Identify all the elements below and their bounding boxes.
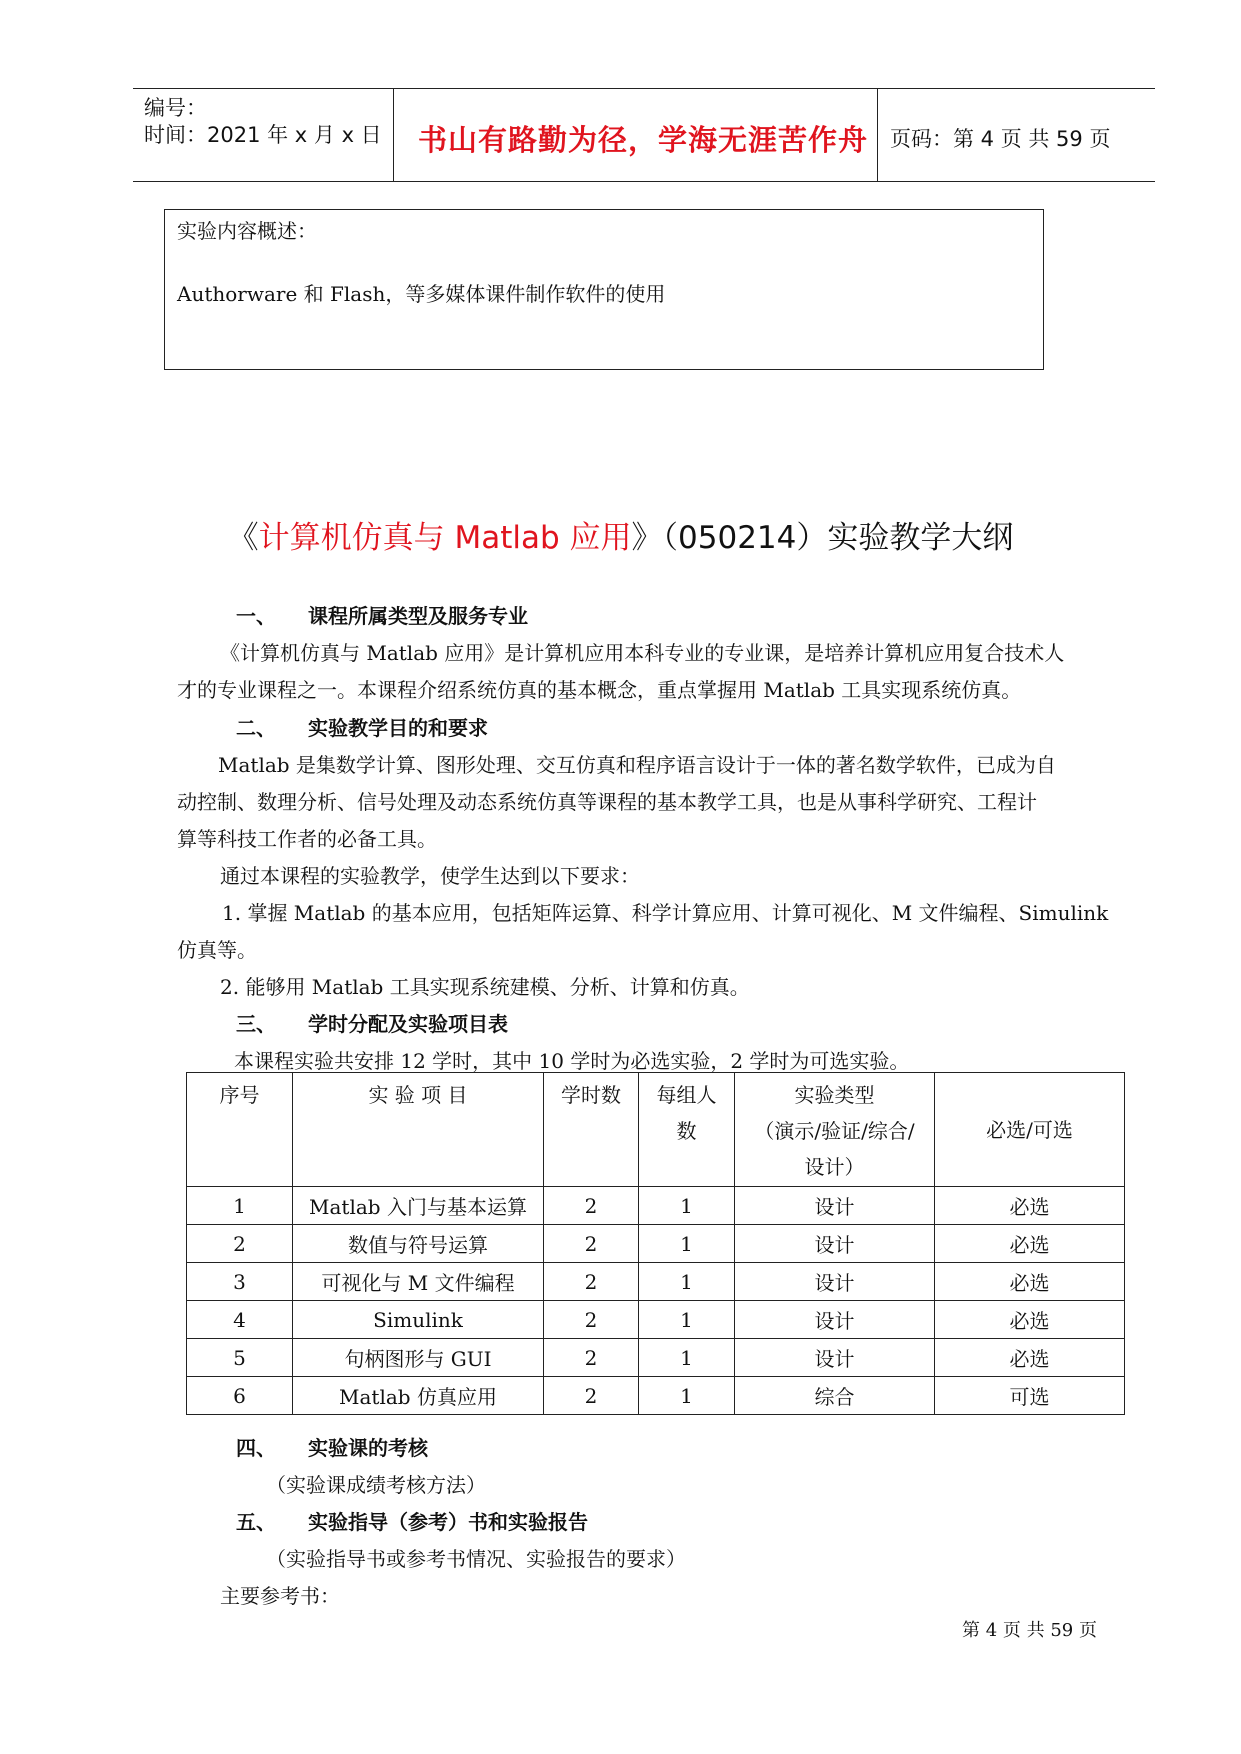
cell-hours: 2 [544,1301,639,1339]
header-no: 序号 [187,1073,293,1187]
guidance-note: （实验指导书或参考书情况、实验报告的要求） [266,1547,686,1571]
cell-type: 设计 [735,1301,935,1339]
cell-group: 1 [639,1263,735,1301]
cell-project: Simulink [293,1301,544,1339]
title-open-bracket: 《 [227,520,259,556]
table-row [187,1263,1125,1301]
cell-hours: 2 [544,1225,639,1263]
schedule-intro: 本课程实验共安排 12 学时，其中 10 学时为必选实验，2 学时为可选实验。 [234,1049,910,1073]
paragraph-line: 算等科技工作者的必备工具。 [177,827,437,851]
requirement-item-1: 1. 掌握 Matlab 的基本应用，包括矩阵运算、科学计算应用、计算可视化、M 文件编程、Simulink [222,901,1109,925]
header-bottom-rule [133,181,1155,182]
table-row [187,1187,1125,1225]
requirement-item-1-cont: 仿真等。 [177,938,257,962]
cell-required: 可选 [935,1377,1125,1415]
requirement-item-2: 2. 能够用 Matlab 工具实现系统建模、分析、计算和仿真。 [220,975,750,999]
cell-no: 3 [187,1263,293,1301]
cell-project: 数值与符号运算 [293,1225,544,1263]
cell-type: 设计 [735,1263,935,1301]
table-row [187,1377,1125,1415]
cell-hours: 2 [544,1263,639,1301]
summary-label: 实验内容概述： [177,219,317,243]
section-number: 二、 [236,716,276,740]
cell-project: 句柄图形与 GUI [293,1339,544,1377]
cell-no: 6 [187,1377,293,1415]
cell-required: 必选 [935,1187,1125,1225]
header-divider-right [877,88,878,182]
section-number: 三、 [236,1012,276,1036]
serial-label: 编号： [144,96,207,120]
paragraph-line: Matlab 是集数学计算、图形处理、交互仿真和程序语言设计于一体的著名数学软件，已成为自 [218,753,1056,777]
cell-no: 1 [187,1187,293,1225]
cell-type: 设计 [735,1339,935,1377]
assessment-note: （实验课成绩考核方法） [266,1473,486,1497]
references-label: 主要参考书： [220,1584,340,1608]
section-title: 学时分配及实验项目表 [308,1012,508,1036]
cell-group: 1 [639,1339,735,1377]
syllabus-title [0,512,1241,557]
paragraph-line: 《计算机仿真与 Matlab 应用》是计算机应用本科专业的专业课，是培养计算机应用复合技术人 [220,641,1065,665]
section-title: 实验课的考核 [308,1436,428,1460]
time-label: 时间：2021 年 x 月 x 日 [144,123,382,147]
title-course-name: 计算机仿真与 Matlab 应用 [258,520,632,556]
table-row [187,1339,1125,1377]
cell-required: 必选 [935,1225,1125,1263]
section-number: 五、 [236,1510,276,1534]
cell-hours: 2 [544,1339,639,1377]
experiment-table [186,1072,1125,1415]
section-title: 实验教学目的和要求 [308,716,488,740]
cell-required: 必选 [935,1263,1125,1301]
cell-type: 设计 [735,1187,935,1225]
section-number: 四、 [236,1436,276,1460]
experiment-summary-box [164,209,1044,370]
section-number: 一、 [236,604,276,628]
header-type: 实验类型 （演示/验证/综合/ 设计） [735,1073,935,1187]
cell-no: 4 [187,1301,293,1339]
cell-group: 1 [639,1225,735,1263]
cell-no: 2 [187,1225,293,1263]
cell-project: Matlab 仿真应用 [293,1377,544,1415]
table-header-row [187,1073,1125,1187]
header-group-size: 每组人 数 [639,1073,735,1187]
section-title: 课程所属类型及服务专业 [308,604,528,628]
cell-no: 5 [187,1339,293,1377]
cell-group: 1 [639,1301,735,1339]
section-title: 实验指导（参考）书和实验报告 [308,1510,588,1534]
header-slogan: 书山有路勤为径，学海无涯苦作舟 [418,123,869,157]
cell-hours: 2 [544,1187,639,1225]
cell-project: 可视化与 M 文件编程 [293,1263,544,1301]
summary-content: Authorware 和 Flash，等多媒体课件制作软件的使用 [177,282,666,306]
cell-type: 综合 [735,1377,935,1415]
paragraph-line: 动控制、数理分析、信号处理及动态系统仿真等课程的基本教学工具，也是从事科学研究、工程计 [177,790,1037,814]
cell-required: 必选 [935,1301,1125,1339]
paragraph-line: 通过本课程的实验教学，使学生达到以下要求： [220,864,640,888]
page-footer: 第 4 页 共 59 页 [962,1620,1097,1641]
page-indicator: 页码：第 4 页 共 59 页 [890,127,1111,151]
cell-hours: 2 [544,1377,639,1415]
table-row [187,1225,1125,1263]
cell-project: Matlab 入门与基本运算 [293,1187,544,1225]
paragraph-line: 才的专业课程之一。本课程介绍系统仿真的基本概念，重点掌握用 Matlab 工具实现系统仿真。 [177,678,1022,702]
header-project: 实 验 项 目 [293,1073,544,1187]
header-divider-left [393,88,394,182]
cell-group: 1 [639,1187,735,1225]
title-rest: 》（050214）实验教学大纲 [631,520,1014,556]
header-required: 必选/可选 [935,1073,1125,1187]
header-hours: 学时数 [544,1073,639,1187]
table-row [187,1301,1125,1339]
header-top-rule [133,88,1155,89]
cell-required: 必选 [935,1339,1125,1377]
cell-group: 1 [639,1377,735,1415]
cell-type: 设计 [735,1225,935,1263]
